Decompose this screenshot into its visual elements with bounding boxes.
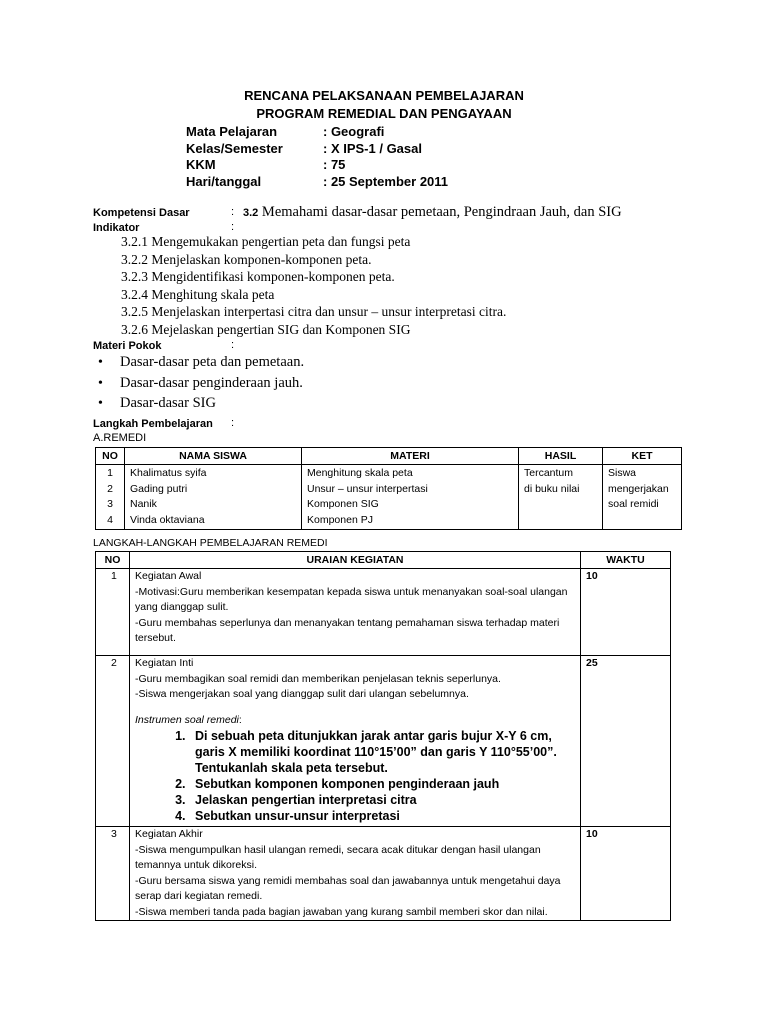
soal-list [135,728,575,824]
cell-line: Gading putri [130,482,188,495]
header-ket: KET [603,448,682,465]
indikator-item: 3.2.6 Mejelaskan pengertian SIG dan Komponen SIG [121,322,411,337]
remedi-table [95,447,682,530]
meta-label-mapel: Mata Pelajaran [186,124,278,139]
cell-line: 4 [107,513,113,526]
meta-label-kelas: Kelas/Semester [186,141,283,156]
cell-line: Vinda oktaviana [130,513,205,526]
activity-heading: Kegiatan Akhir [135,828,203,840]
instrumen-colon: : [238,713,242,726]
row-waktu: 10 [581,569,671,656]
materi-bullet-item [98,395,216,412]
materi-bullet-text: Dasar-dasar SIG [120,395,216,411]
cell-line: 3 [107,498,113,510]
row-uraian [130,569,581,656]
kompetensi-colon: : [231,206,235,218]
activity-line: -Motivasi:Guru memberikan kesempatan kepada siswa untuk menanyakan soal-soal ulangan yang dianggap sulit. [135,585,568,613]
meta-value-kkm: : 75 [323,157,346,172]
header-materi: MATERI [302,448,519,465]
materi-cell [302,465,519,530]
table-header-row [96,552,671,569]
header-nama-siswa: NAMA SISWA [125,448,302,465]
cell-line: Siswa [608,467,637,479]
indikator-item: 3.2.5 Menjelaskan interpertasi citra dan unsur – unsur interpretasi citra. [121,304,507,319]
instrumen-label-text: Instrumen soal remedi [135,713,239,726]
materi-pokok-colon: : [231,339,235,351]
table-row [96,827,671,921]
section-remedi-label: A.REMEDI [93,432,147,444]
cell-line: 2 [107,482,113,495]
langkah-remedi-table [95,551,671,921]
meta-label-tanggal: Hari/tanggal [186,174,262,189]
indikator-item: 3.2.4 Menghitung skala peta [121,287,275,302]
indikator-item: 3.2.3 Mengidentifikasi komponen-komponen peta. [121,269,395,284]
materi-bullet-item [98,375,303,392]
kompetensi-description: Memahami dasar-dasar pemetaan, Pengindraan Jauh, dan SIG [258,204,622,220]
cell-line: Komponen SIG [307,498,379,510]
activity-line: -Siswa memberi tanda pada bagian jawaban yang kurang sambil memberi skor dan nilai. [135,905,548,918]
header-waktu: WAKTU [581,552,671,569]
cell-line: 1 [107,467,113,479]
activity-heading: Kegiatan Inti [135,657,194,669]
header-no: NO [96,552,130,569]
table-row [96,656,671,827]
cell-line: Khalimatus syifa [130,467,207,479]
indikator-label: Indikator [93,222,140,234]
row-uraian [130,656,581,827]
bullet-icon: • [98,355,103,370]
row-waktu: 25 [581,656,671,827]
cell-line: Unsur – unsur interpertasi [307,482,428,495]
table-row [96,569,671,656]
activity-line: -Siswa mengumpulkan hasil ulangan remedi, secara acak ditukar dengan hasil ulangan temannya untuk dikoreksi. [135,843,541,871]
document-title: RENCANA PELAKSANAAN PEMBELAJARAN [244,88,524,103]
cell-line: mengerjakan [608,482,669,495]
soal-item: 2. Sebutkan komponen komponen penginderaan jauh [189,776,575,792]
indikator-item: 3.2.1 Mengemukakan pengertian peta dan fungsi peta [121,234,411,249]
row-no: 3 [96,827,130,921]
materi-bullet-text: Dasar-dasar penginderaan jauh. [120,375,303,391]
indikator-item: 3.2.2 Menjelaskan komponen-komponen peta. [121,252,372,267]
header-hasil: HASIL [519,448,603,465]
bullet-icon: • [98,396,103,411]
langkah-colon: : [231,417,235,429]
kompetensi-text [243,203,622,221]
materi-bullet-text: Dasar-dasar peta dan pemetaan. [120,354,305,370]
row-no: 1 [96,569,130,656]
activity-line: -Guru membahas seperlunya dan menanyakan tentang pemahaman siswa terhadap materi tersebut. [135,616,560,644]
table-row [96,465,682,530]
cell-line: Tercantum [524,467,574,479]
soal-item: 3. Jelaskan pengertian interpretasi citra [189,792,575,808]
document-subtitle: PROGRAM REMEDIAL DAN PENGAYAAN [256,106,512,121]
meta-value-mapel: : Geografi [323,124,385,139]
soal-item: 1. Di sebuah peta ditunjukkan jarak antar garis bujur X-Y 6 cm, garis X memiliki koordinat 110°15’00” dan garis Y 110°55’00”. Tentukanlah skala peta tersebut. [189,728,575,776]
activity-line: -Siswa mengerjakan soal yang dianggap sulit dari ulangan sebelumnya. [135,688,469,700]
row-uraian [130,827,581,921]
table-header-row [96,448,682,465]
soal-item: 4. Sebutkan unsur-unsur interpretasi [189,808,575,824]
cell-line: Menghitung skala peta [307,467,413,479]
activity-line: -Guru membagikan soal remidi dan memberikan penjelasan teknis seperlunya. [135,672,501,685]
header-uraian-kegiatan: URAIAN KEGIATAN [130,552,581,569]
row-waktu: 10 [581,827,671,921]
bullet-icon: • [98,376,103,391]
meta-value-tanggal: : 25 September 2011 [323,174,449,189]
header-no: NO [96,448,125,465]
names-cell [125,465,302,530]
instrumen-label [135,713,575,729]
langkah-remedi-title: LANGKAH-LANGKAH PEMBELAJARAN REMEDI [93,537,328,549]
row-no: 2 [96,656,130,827]
activity-line: -Guru bersama siswa yang remidi membahas soal dan jawabannya untuk mengetahui daya serap dari kegiatan remedi. [135,874,561,902]
hasil-cell [519,465,603,530]
kompetensi-number: 3.2 [243,207,259,219]
kompetensi-label: Kompetensi Dasar [93,207,190,219]
ket-cell [603,465,682,530]
meta-label-kkm: KKM [186,157,216,172]
materi-pokok-label: Materi Pokok [93,340,162,352]
cell-line: di buku nilai [524,482,580,495]
activity-heading: Kegiatan Awal [135,570,202,582]
cell-line: soal remidi [608,498,659,510]
meta-value-kelas: : X IPS-1 / Gasal [323,141,422,156]
indikator-colon: : [231,221,235,233]
langkah-label: Langkah Pembelajaran [93,418,213,430]
no-cell [96,465,125,530]
materi-bullet-item [98,354,304,371]
cell-line: Nanik [130,498,157,510]
cell-line: Komponen PJ [307,513,373,526]
